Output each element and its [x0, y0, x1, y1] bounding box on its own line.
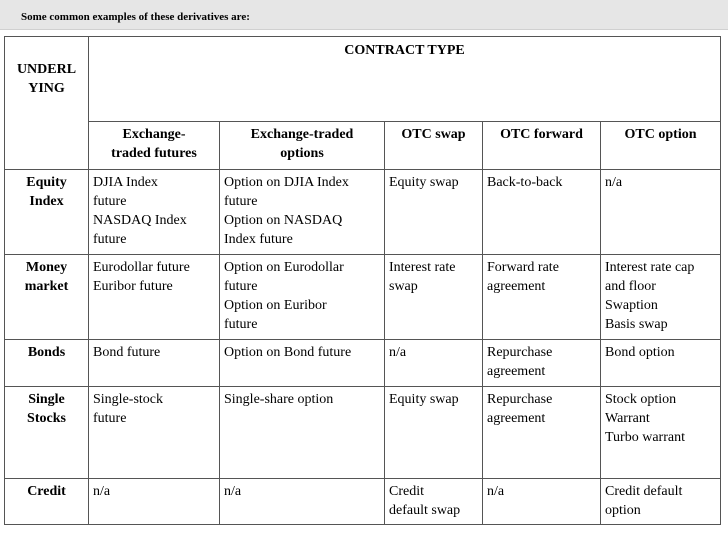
cell-line: Swaption [605, 298, 658, 313]
cell-line: Bond option [605, 345, 675, 360]
cell-line: Option on NASDAQ [224, 213, 343, 228]
underlying-header-line: UNDERL [16, 62, 77, 77]
column-header-line: OTC swap [401, 127, 466, 142]
table-cell [483, 170, 601, 255]
table-cell [601, 255, 721, 340]
column-header-exchange-traded-options [220, 122, 385, 170]
cell-line: Repurchase [487, 392, 553, 407]
cell-line: Turbo warrant [605, 430, 685, 445]
cell-line: Single-share option [224, 392, 334, 407]
cell-line: n/a [224, 484, 242, 499]
table-row-credit [5, 479, 721, 525]
cell-line: and floor [605, 279, 656, 294]
cell-line: Single-stock [93, 392, 163, 407]
cell-line: Stock option [605, 392, 677, 407]
cell-line: DJIA Index [93, 175, 158, 190]
cell-line: future [93, 232, 127, 247]
cell-line: Interest rate cap [605, 260, 695, 275]
cell-line: Warrant [605, 411, 650, 426]
column-header-otc-forward [483, 122, 601, 170]
column-header-line: Exchange-traded [250, 127, 354, 142]
row-header-bonds [5, 340, 89, 387]
cell-line: NASDAQ Index [93, 213, 187, 228]
cell-line: Basis swap [605, 317, 668, 332]
cell-line: future [93, 194, 127, 209]
row-header-line: Index [29, 194, 64, 209]
table-cell [220, 479, 385, 525]
table-cell [483, 387, 601, 479]
cell-line: Option on DJIA Index [224, 175, 349, 190]
cell-line: Forward rate [487, 260, 559, 275]
cell-line: n/a [605, 175, 623, 190]
table-cell [601, 170, 721, 255]
table-row-equity-index [5, 170, 721, 255]
table-cell [385, 170, 483, 255]
row-header-line: Money [25, 260, 68, 275]
table-cell [220, 340, 385, 387]
column-header-exchange-traded-futures [89, 122, 220, 170]
underlying-header [5, 37, 89, 170]
caption-text: Some common examples of these derivatives are: [21, 11, 250, 23]
table-cell [483, 255, 601, 340]
table-cell [601, 387, 721, 479]
row-header-single-stocks [5, 387, 89, 479]
cell-line: future [224, 194, 258, 209]
row-header-line: Bonds [27, 345, 66, 360]
cell-line: future [224, 317, 258, 332]
cell-line: Bond future [93, 345, 161, 360]
table-cell [220, 170, 385, 255]
table-cell [385, 387, 483, 479]
row-header-money-market [5, 255, 89, 340]
cell-line: Equity swap [389, 392, 459, 407]
cell-line: Credit default [605, 484, 683, 499]
cell-line: future [224, 279, 258, 294]
cell-line: agreement [487, 279, 546, 294]
table-cell [483, 340, 601, 387]
cell-line: n/a [93, 484, 111, 499]
derivatives-table [4, 36, 721, 525]
cell-line: Option on Euribor [224, 298, 327, 313]
row-header-line: Credit [27, 484, 66, 499]
row-header-equity-index [5, 170, 89, 255]
row-header-line: market [24, 279, 69, 294]
column-header-line: Exchange- [122, 127, 186, 142]
table-cell [89, 340, 220, 387]
cell-line: Euribor future [93, 279, 173, 294]
row-header-line: Equity [26, 175, 67, 190]
column-header-line: OTC option [624, 127, 697, 142]
column-header-line: traded futures [111, 146, 197, 161]
table-cell [385, 255, 483, 340]
cell-line: Back-to-back [487, 175, 563, 190]
table-cell [89, 170, 220, 255]
table-row-money-market [5, 255, 721, 340]
column-header-line: OTC forward [500, 127, 583, 142]
table-cell [385, 340, 483, 387]
table-cell [89, 479, 220, 525]
table-cell [89, 387, 220, 479]
cell-line: Index future [224, 232, 293, 247]
row-header-line: Single [28, 392, 65, 407]
table-cell [385, 479, 483, 525]
cell-line: n/a [389, 345, 407, 360]
column-header-otc-option [601, 122, 721, 170]
cell-line: Interest rate [389, 260, 456, 275]
table-cell [220, 387, 385, 479]
table-cell [601, 340, 721, 387]
row-header-line: Stocks [27, 411, 66, 426]
cell-line: Option on Eurodollar [224, 260, 344, 275]
table-cell [220, 255, 385, 340]
row-header-credit [5, 479, 89, 525]
cell-line: agreement [487, 411, 546, 426]
underlying-header-line: YING [28, 81, 65, 96]
contract-type-header: CONTRACT TYPE [89, 37, 721, 122]
cell-line: Eurodollar future [93, 260, 190, 275]
cell-line: future [93, 411, 127, 426]
cell-line: swap [389, 279, 418, 294]
cell-line: agreement [487, 364, 546, 379]
cell-line: default swap [389, 503, 461, 518]
column-header-line: options [280, 146, 324, 161]
caption-bar [0, 0, 728, 30]
table-row-single-stocks [5, 387, 721, 479]
cell-line: Credit [389, 484, 424, 499]
cell-line: n/a [487, 484, 505, 499]
table-cell [483, 479, 601, 525]
table-row-bonds [5, 340, 721, 387]
cell-line: Repurchase [487, 345, 553, 360]
cell-line: option [605, 503, 641, 518]
cell-line: Equity swap [389, 175, 459, 190]
cell-line: Option on Bond future [224, 345, 352, 360]
column-header-otc-swap [385, 122, 483, 170]
table-cell [601, 479, 721, 525]
table-cell [89, 255, 220, 340]
